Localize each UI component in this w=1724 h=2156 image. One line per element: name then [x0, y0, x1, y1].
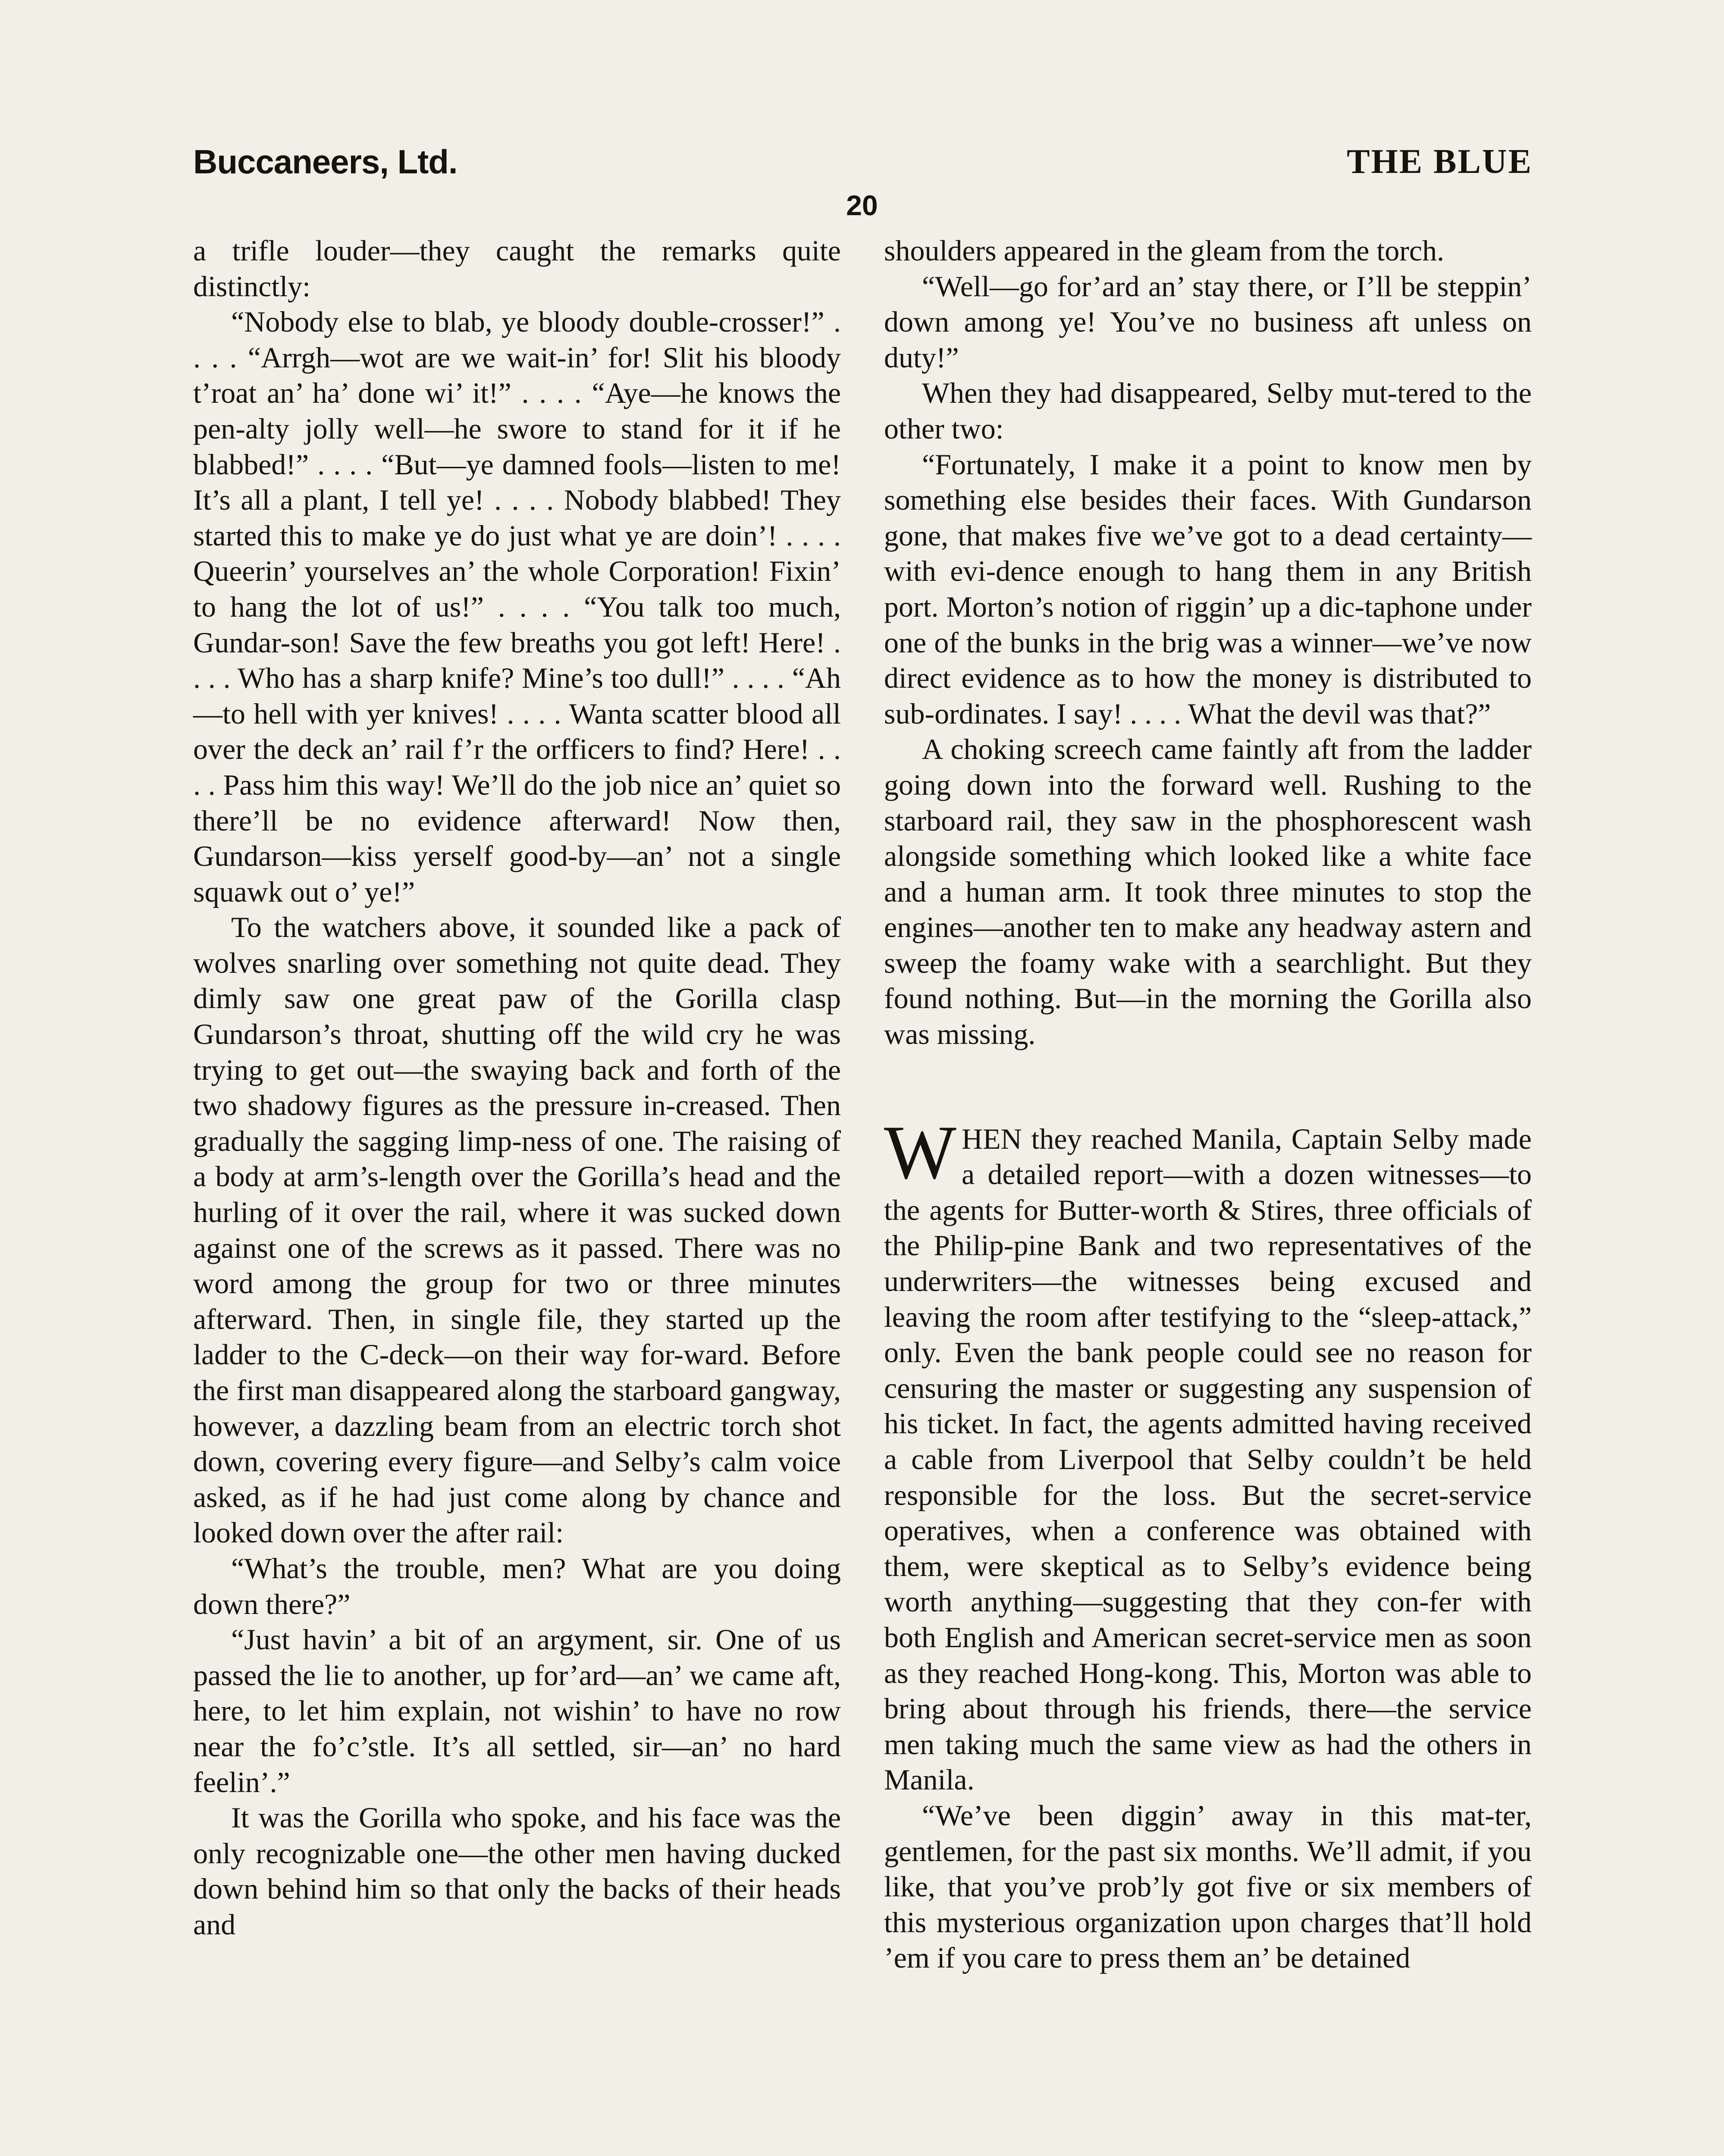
paragraph: It was the Gorilla who spoke, and his face was the only recognizable one—the other men having ducked down behind him so that only the backs of their heads and — [193, 1801, 841, 1941]
paragraph: “Fortunately, I make it a point to know men by something else besides their faces. With Gundarson gone, that makes five we’ve got to a dead certainty—with evi-dence enough to hang them in any British port. Morton’s notion of riggin’ up a dic-taphone under one of the bunks in the brig was a winner—we’ve now direct evidence as to how the money is distributed to sub-ordinates. I say! . . . . What the devil was that?” — [884, 448, 1532, 730]
section-text: HEN they reached Manila, Captain Selby made a detailed report—with a dozen witnesses—to the agents for Butter-worth & Stires, three officials of the Philip-pine Bank and two representatives of the underwriters—the witnesses being excused and leaving the room after testifying to the “sleep-attack,” only. Even the bank people could see no reason for censuring the master or suggesting any suspension of his ticket. In fact, the agents admitted having received a cable from Liverpool that Selby couldn’t be held responsible for the loss. But the secret-service operatives, when a conference was obtained with them, were skeptical as to Selby’s evidence being worth anything—suggesting that they con-fer with both English and American secret-service men as soon as they reached Hong-kong. This, Morton was able to bring about through his friends, there—the service men taking much the same view as had the others in Manila. — [884, 1122, 1532, 1796]
story-title: Buccaneers, Ltd. — [193, 143, 458, 181]
paragraph: “Well—go for’ard an’ stay there, or I’ll be steppin’ down among ye! You’ve no business aft unless on duty!” — [884, 270, 1532, 374]
paragraph: “We’ve been diggin’ away in this mat-ter, gentlemen, for the past six months. We’ll admit, if you like, that you’ve prob’ly got five or six members of this mysterious organization upon charges that’ll hold ’em if you care to press them an’ be detained — [884, 1799, 1532, 1974]
paragraph: To the watchers above, it sounded like a pack of wolves snarling over something not quite dead. They dimly saw one great paw of the Gorilla clasp Gundarson’s throat, shutting off the wild cry he was trying to get out—the swaying back and forth of the two shadowy figures as the pressure in-creased. Then gradually the sagging limp-ness of one. The raising of a body at arm’s-length over the Gorilla’s head and the hurling of it over the rail, where it was sucked down against one of the screws as it passed. There was no word among the group for two or three minutes afterward. Then, in single file, they started up the ladder to the C-deck—on their way for-ward. Before the first man disappeared along the starboard gangway, however, a dazzling beam from an electric torch shot down, covering every figure—and Selby’s calm voice asked, as if he had just come along by chance and looked down over the after rail: — [193, 911, 841, 1549]
section-title: THE BLUE — [1347, 143, 1533, 181]
paragraph: “Just havin’ a bit of an argyment, sir. One of us passed the lie to another, up for’ard—an’ we came aft, here, to let him explain, not wishin’ to have no row near the fo’c’stle. It’s all settled, sir—an’ no hard feelin’.” — [193, 1623, 841, 1799]
drop-cap: W — [884, 1109, 957, 1195]
section-start-paragraph — [884, 1109, 1532, 1798]
paragraph: A choking screech came faintly aft from the ladder going down into the forward well. Rushing to the starboard rail, they saw in the phosphorescent wash alongside something which looked like a white face and a human arm. It took three minutes to stop the engines—another ten to make any headway astern and sweep the foamy wake with a searchlight. But they found nothing. But—in the morning the Gorilla also was missing. — [884, 733, 1532, 1051]
right-column — [884, 233, 1532, 1976]
page-number: 20 — [846, 189, 878, 221]
left-column — [193, 233, 841, 1943]
paragraph: a trifle louder—they caught the remarks quite distinctly: — [193, 234, 841, 303]
paragraph: shoulders appeared in the gleam from the torch. — [884, 234, 1445, 267]
paragraph: “Nobody else to blab, ye bloody double-crosser!” . . . . “Arrgh—wot are we wait-in’ for! Slit his bloody t’roat an’ ha’ done wi’ it!” . . . . “Aye—he knows the pen-alty jolly well—he swore to stand for it if he blabbed!” . . . . “But—ye damned fools—listen to me! It’s all a plant, I tell ye! . . . . Nobody blabbed! They started this to make ye do just what ye are doin’! . . . . Queerin’ yourselves an’ the whole Corporation! Fixin’ to hang the lot of us!” . . . . “You talk too much, Gundar-son! Save the few breaths you got left! Here! . . . . Who has a sharp knife? Mine’s too dull!” . . . . “Ah—to hell with yer knives! . . . . Wanta scatter blood all over the deck an’ rail f’r the orfficers to find? Here! . . . . Pass him this way! We’ll do the job nice an’ quiet so there’ll be no evidence afterward! Now then, Gundarson—kiss yerself good-by—an’ not a single squawk out o’ ye!” — [193, 305, 841, 908]
paragraph: “What’s the trouble, men? What are you doing down there?” — [193, 1551, 841, 1620]
paragraph: When they had disappeared, Selby mut-tered to the other two: — [884, 376, 1532, 445]
